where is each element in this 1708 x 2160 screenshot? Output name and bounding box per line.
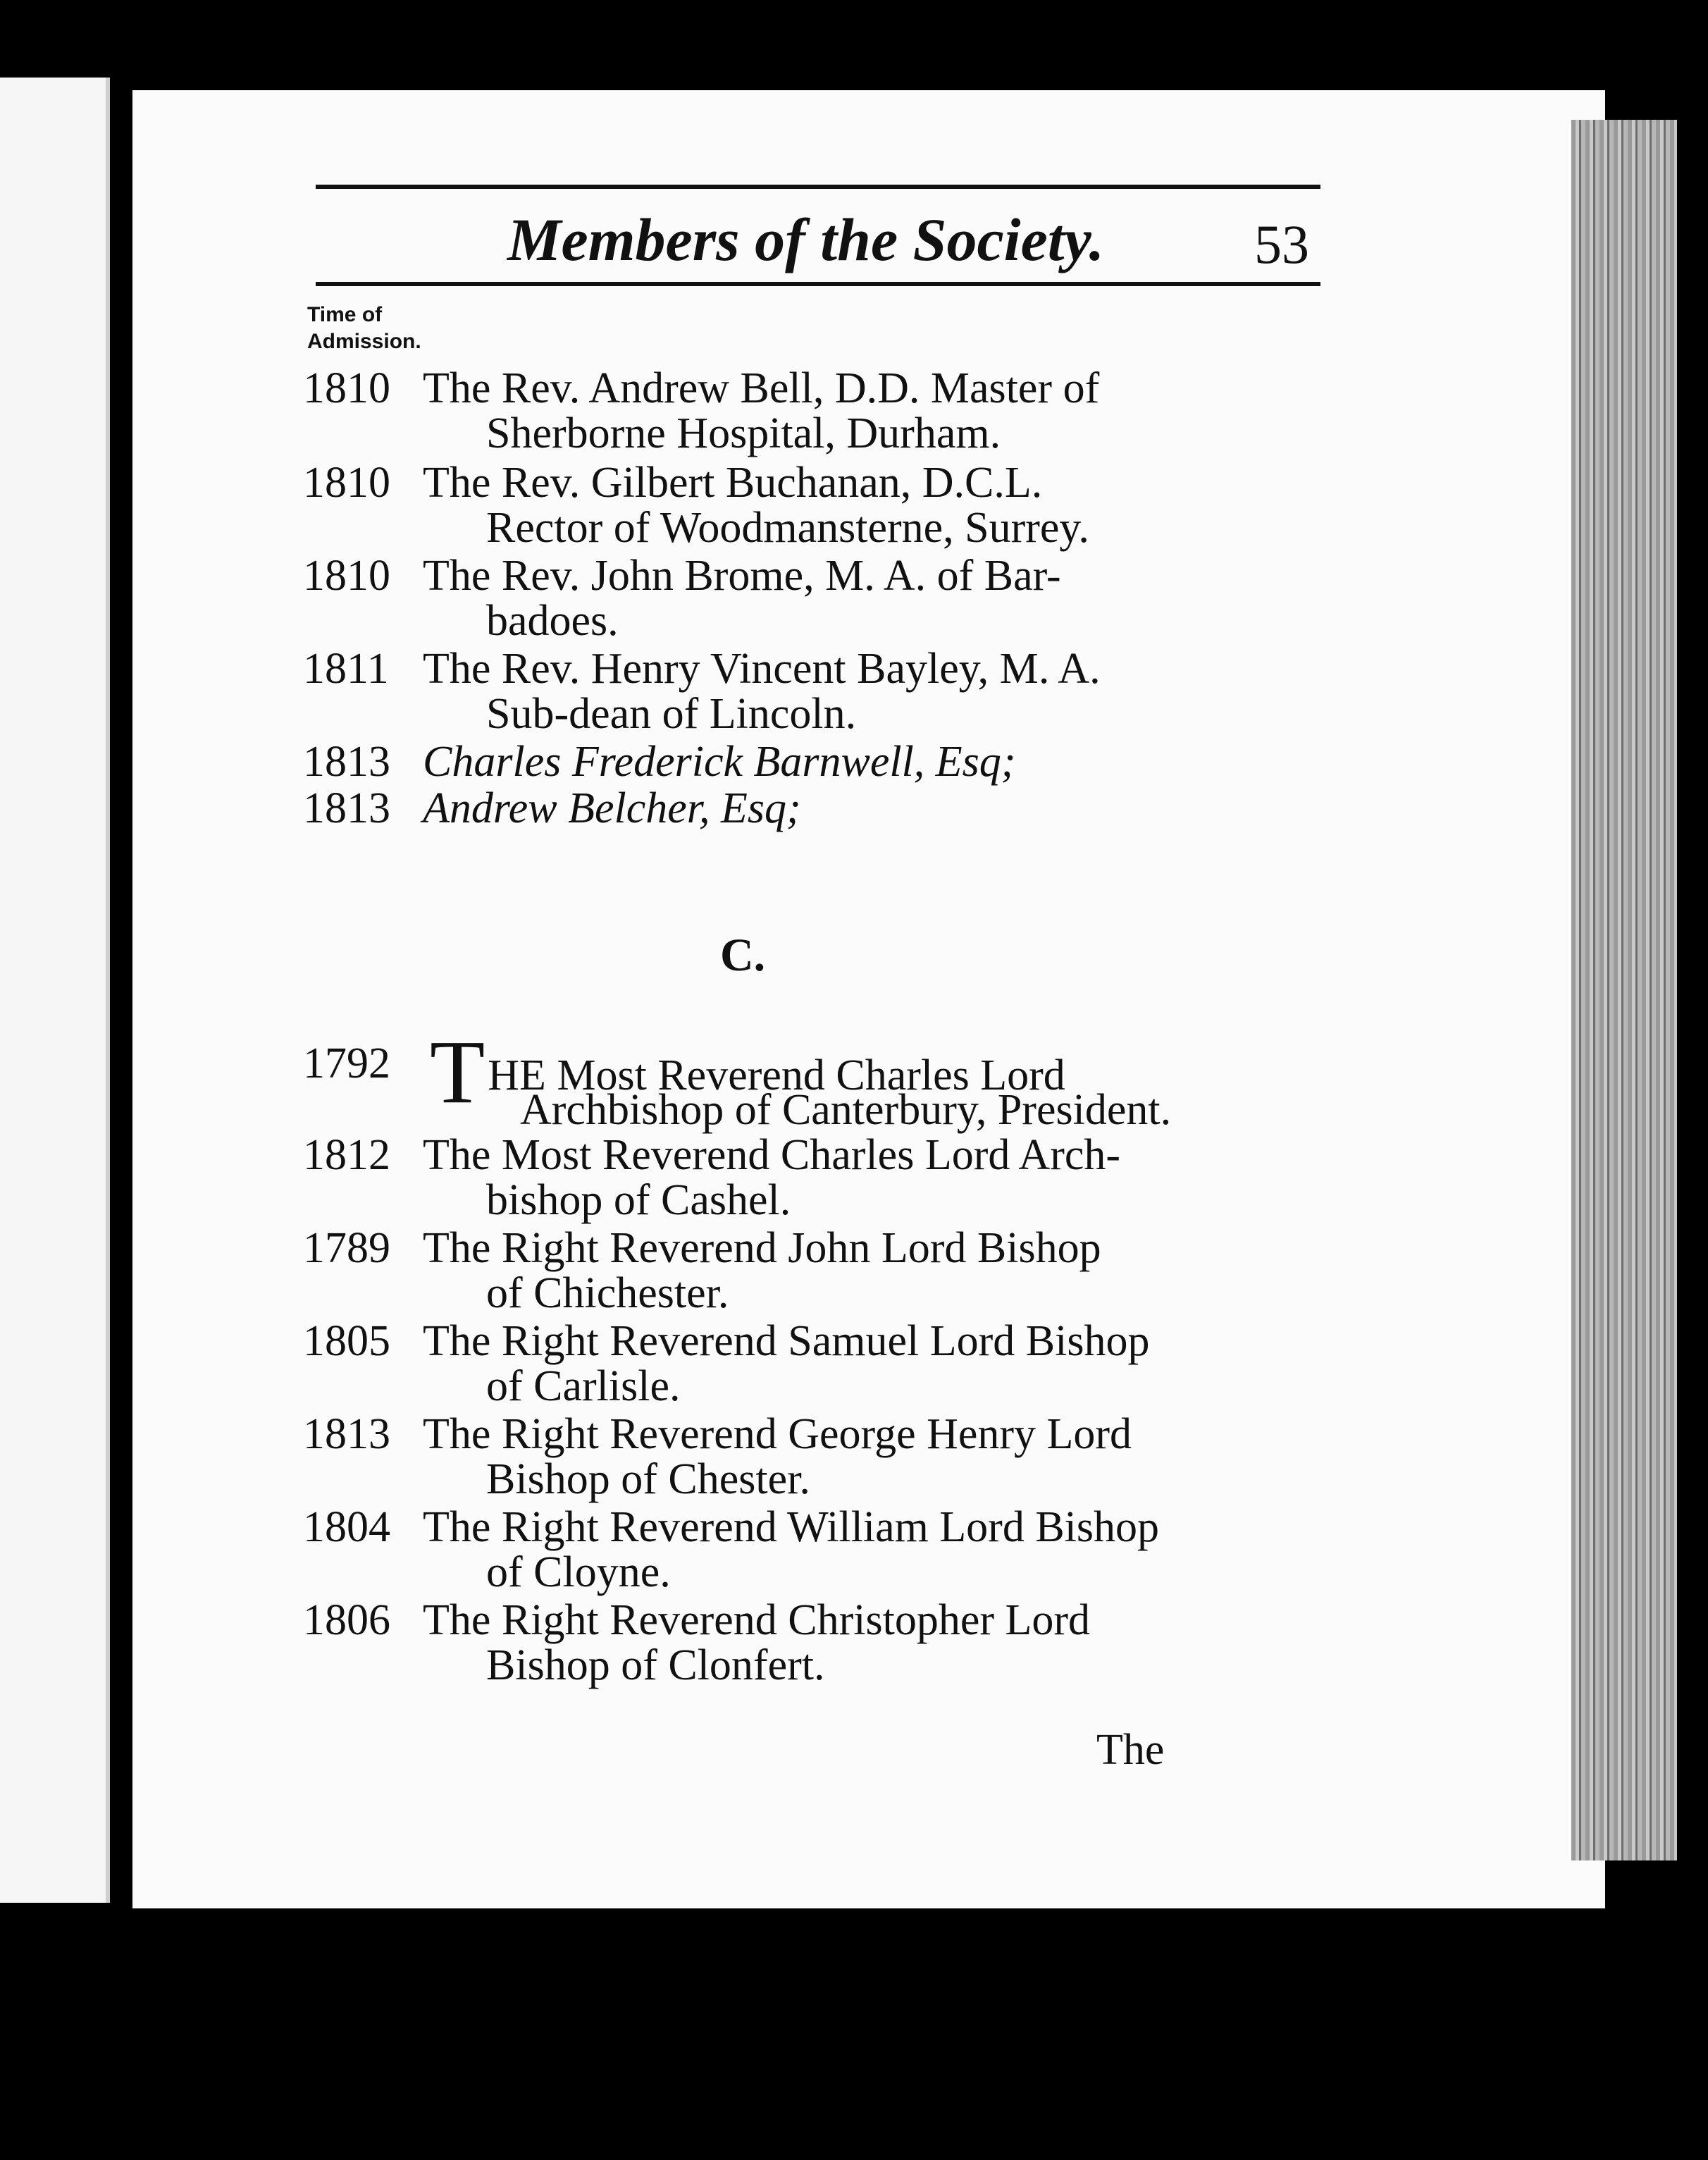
entry-line: The Right Reverend John Lord Bishop bbox=[423, 1224, 1101, 1272]
header-rule-top bbox=[316, 185, 1320, 189]
entry-line: The Most Reverend Charles Lord Arch- bbox=[423, 1131, 1121, 1179]
bleed-through-texture bbox=[1240, 451, 1249, 493]
admission-year: 1810 bbox=[303, 364, 390, 412]
entry-line-continued: Sherborne Hospital, Durham. bbox=[486, 409, 1001, 457]
admission-year: 1792 bbox=[303, 1039, 390, 1087]
left-page-edge bbox=[0, 78, 110, 1903]
column-label-line2: Admission. bbox=[307, 330, 421, 353]
entry-line-text: HE Most Reverend Charles Lord bbox=[488, 1051, 1065, 1099]
admission-year: 1813 bbox=[303, 1410, 390, 1458]
catchword: The bbox=[1096, 1726, 1165, 1774]
admission-year: 1789 bbox=[303, 1224, 390, 1272]
entry-line: The Right Reverend George Henry Lord bbox=[423, 1410, 1132, 1458]
admission-year: 1810 bbox=[303, 459, 390, 507]
admission-year: 1810 bbox=[303, 552, 390, 600]
entry-line-continued: Bishop of Chester. bbox=[486, 1455, 810, 1503]
entry-line-continued: of Carlisle. bbox=[486, 1362, 681, 1410]
entry-line-continued: Sub-dean of Lincoln. bbox=[486, 690, 857, 738]
entry-line: The Rev. Gilbert Buchanan, D.C.L. bbox=[423, 459, 1043, 507]
entry-line: The Rev. John Brome, M. A. of Bar- bbox=[423, 552, 1061, 600]
entry-line-continued: of Cloyne. bbox=[486, 1548, 671, 1596]
entry-line-continued: Bishop of Clonfert. bbox=[486, 1641, 825, 1689]
column-label-line1: Time of bbox=[307, 303, 383, 326]
entry-line: The Rev. Henry Vincent Bayley, M. A. bbox=[423, 645, 1101, 693]
section-heading-c: C. bbox=[720, 930, 766, 981]
entry-line: Charles Frederick Barnwell, Esq; bbox=[423, 738, 1016, 786]
entry-line-continued: bishop of Cashel. bbox=[486, 1176, 791, 1224]
entry-line-continued: of Chichester. bbox=[486, 1269, 729, 1317]
admission-year: 1811 bbox=[303, 645, 389, 693]
page-fore-edge bbox=[1571, 120, 1677, 1860]
entry-line-continued: badoes. bbox=[486, 597, 619, 645]
admission-year: 1806 bbox=[303, 1596, 390, 1644]
entry-line: The Right Reverend Christopher Lord bbox=[423, 1596, 1091, 1644]
admission-year: 1813 bbox=[303, 784, 390, 832]
entry-line: Andrew Belcher, Esq; bbox=[423, 784, 801, 832]
entry-line-continued: Rector of Woodmansterne, Surrey. bbox=[486, 504, 1089, 552]
admission-year: 1812 bbox=[303, 1131, 390, 1179]
running-title: Members of the Society. bbox=[507, 206, 1105, 273]
entry-line: The Rev. Andrew Bell, D.D. Master of bbox=[423, 364, 1100, 412]
page-number: 53 bbox=[1254, 214, 1309, 275]
header-rule-bottom bbox=[316, 282, 1320, 286]
entry-line: The Right Reverend Samuel Lord Bishop bbox=[423, 1317, 1150, 1365]
entry-line: The Right Reverend William Lord Bishop bbox=[423, 1503, 1160, 1551]
admission-year: 1804 bbox=[303, 1503, 390, 1551]
entry-line-continued: Archbishop of Canterbury, President. bbox=[520, 1086, 1172, 1134]
admission-year: 1805 bbox=[303, 1317, 390, 1365]
drop-cap: T bbox=[430, 1022, 485, 1122]
admission-year: 1813 bbox=[303, 738, 390, 786]
